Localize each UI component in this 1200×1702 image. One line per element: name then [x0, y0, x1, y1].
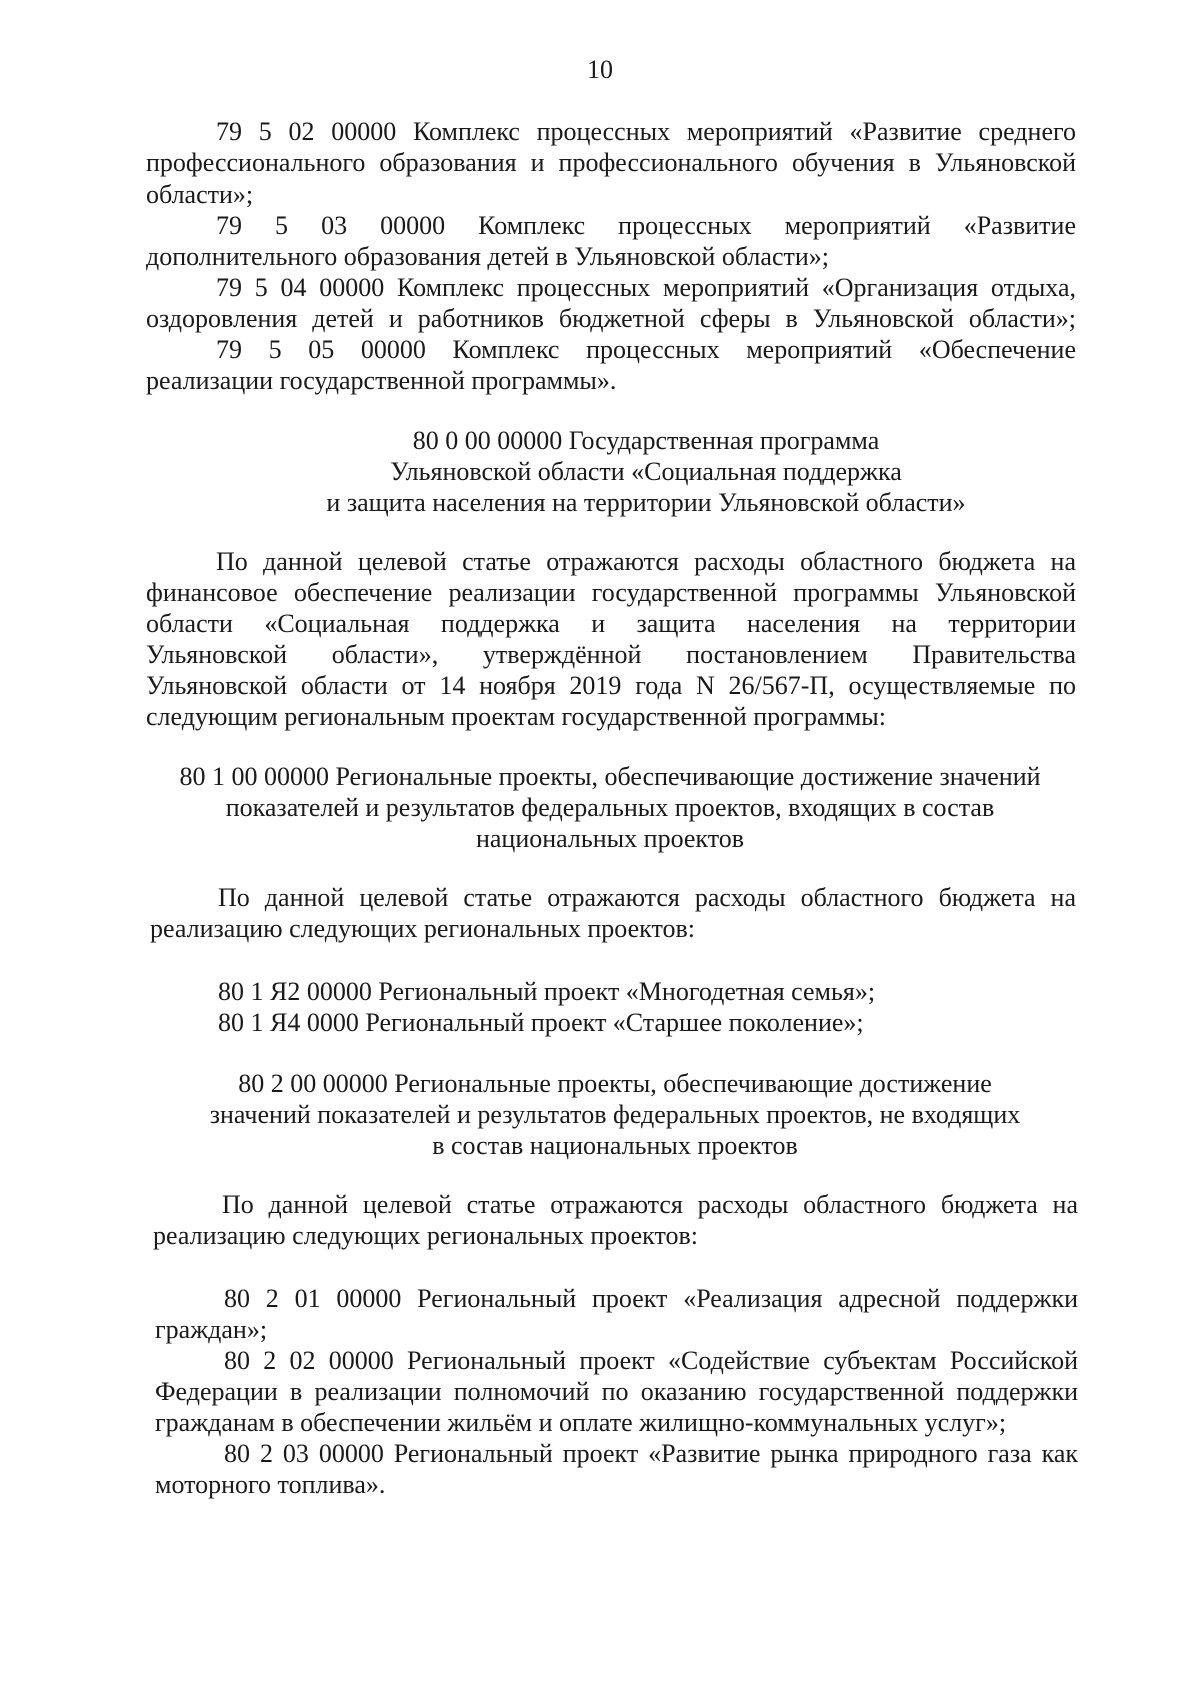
text-line: реализацию следующих региональных проектов: [153, 1221, 698, 1250]
list-item: моторного топлива». [155, 1470, 386, 1499]
text-line: оздоровления детей и работников бюджетной сферы в Ульяновской области»; [146, 304, 1076, 333]
list-item: Федерации в реализации полномочий по оказанию государственной поддержки [155, 1377, 1078, 1406]
section-heading: 80 0 00 00000 Государственная программа [412, 426, 880, 455]
text-line: 79 5 04 00000 Комплекс процессных мероприятий «Организация отдыха, [216, 273, 1076, 302]
text-line: По данной целевой статье отражаются расходы областного бюджета на [222, 1190, 1078, 1219]
list-item: гражданам в обеспечении жильём и оплате жилищно-коммунальных услуг»; [155, 1408, 1007, 1437]
section-heading: в состав национальных проектов [432, 1131, 798, 1160]
list-item: 80 2 01 00000 Региональный проект «Реализация адресной поддержки [224, 1284, 1078, 1313]
section-heading: показателей и результатов федеральных проектов, входящих в состав [225, 793, 995, 822]
text-line: области»; [146, 180, 254, 209]
section-heading: 80 1 00 00000 Региональные проекты, обеспечивающие достижение значений [179, 762, 1041, 791]
section-heading: значений показателей и результатов федеральных проектов, не входящих [209, 1100, 1021, 1129]
text-line: финансовое обеспечение реализации государственной программы Ульяновской [146, 578, 1076, 607]
text-line: По данной целевой статье отражаются расходы областного бюджета на [216, 547, 1076, 576]
list-item: 80 2 02 00000 Региональный проект «Содействие субъектам Российской [224, 1346, 1078, 1375]
text-line: 79 5 02 00000 Комплекс процессных мероприятий «Развитие среднего [216, 117, 1076, 146]
list-item: граждан»; [155, 1315, 268, 1344]
list-item: 80 2 03 00000 Региональный проект «Развитие рынка природного газа как [224, 1439, 1078, 1468]
page-number: 10 [587, 55, 613, 84]
text-line: реализации государственной программы». [146, 366, 617, 395]
text-line: 79 5 05 00000 Комплекс процессных мероприятий «Обеспечение [216, 335, 1076, 364]
text-line: следующим региональным проектам государственной программы: [146, 702, 886, 731]
list-item: 80 1 Я2 00000 Региональный проект «Многодетная семья»; [218, 977, 876, 1006]
text-line: области «Социальная поддержка и защита населения на территории [146, 609, 1076, 638]
list-item: 80 1 Я4 0000 Региональный проект «Старшее поколение»; [218, 1008, 864, 1037]
text-line: По данной целевой статье отражаются расходы областного бюджета на [218, 883, 1076, 912]
section-heading: национальных проектов [475, 824, 745, 853]
text-line: Ульяновской области», утверждённой постановлением Правительства [146, 640, 1076, 669]
text-line: дополнительного образования детей в Ульяновской области»; [146, 242, 829, 271]
text-line: Ульяновской области от 14 ноября 2019 года N 26/567-П, осуществляемые по [146, 671, 1076, 700]
text-line: реализацию следующих региональных проектов: [150, 914, 695, 943]
section-heading: Ульяновской области «Социальная поддержка [390, 457, 902, 486]
section-heading: и защита населения на территории Ульяновской области» [326, 488, 966, 517]
text-line: профессионального образования и профессионального обучения в Ульяновской [146, 148, 1076, 177]
text-line: 79 5 03 00000 Комплекс процессных мероприятий «Развитие [216, 211, 1076, 240]
section-heading: 80 2 00 00000 Региональные проекты, обеспечивающие достижение [238, 1069, 992, 1098]
